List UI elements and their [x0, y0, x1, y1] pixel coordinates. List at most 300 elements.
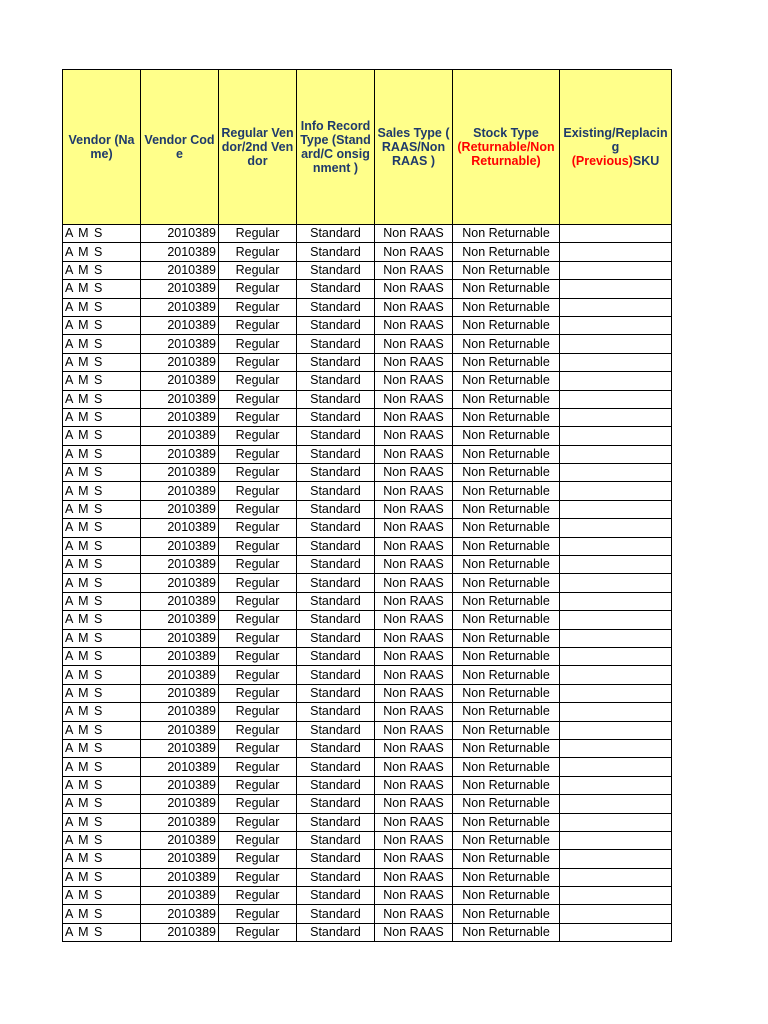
- cell-info-record-type[interactable]: Standard: [297, 519, 375, 537]
- cell-vendor-name[interactable]: A M S: [63, 684, 141, 702]
- cell-existing-sku[interactable]: [560, 850, 672, 868]
- cell-existing-sku[interactable]: [560, 721, 672, 739]
- cell-stock-type[interactable]: Non Returnable: [453, 353, 560, 371]
- cell-sales-type[interactable]: Non RAAS: [375, 353, 453, 371]
- cell-vendor-code[interactable]: 2010389: [141, 482, 219, 500]
- cell-vendor-type[interactable]: Regular: [219, 225, 297, 243]
- cell-existing-sku[interactable]: [560, 372, 672, 390]
- cell-vendor-type[interactable]: Regular: [219, 537, 297, 555]
- cell-vendor-type[interactable]: Regular: [219, 739, 297, 757]
- table-row: [63, 592, 672, 610]
- cell-existing-sku[interactable]: [560, 647, 672, 665]
- cell-info-record-type[interactable]: Standard: [297, 813, 375, 831]
- cell-sales-type[interactable]: Non RAAS: [375, 225, 453, 243]
- cell-sales-type[interactable]: Non RAAS: [375, 721, 453, 739]
- table-row: [63, 445, 672, 463]
- cell-vendor-type[interactable]: Regular: [219, 372, 297, 390]
- cell-stock-type[interactable]: Non Returnable: [453, 758, 560, 776]
- cell-existing-sku[interactable]: [560, 831, 672, 849]
- cell-vendor-name[interactable]: A M S: [63, 813, 141, 831]
- cell-sales-type[interactable]: Non RAAS: [375, 813, 453, 831]
- cell-vendor-name[interactable]: A M S: [63, 445, 141, 463]
- cell-sales-type[interactable]: Non RAAS: [375, 887, 453, 905]
- cell-info-record-type[interactable]: Standard: [297, 776, 375, 794]
- cell-vendor-name[interactable]: A M S: [63, 739, 141, 757]
- cell-vendor-code[interactable]: 2010389: [141, 353, 219, 371]
- cell-vendor-code[interactable]: 2010389: [141, 500, 219, 518]
- cell-vendor-code[interactable]: 2010389: [141, 611, 219, 629]
- cell-vendor-name[interactable]: A M S: [63, 721, 141, 739]
- table-row: [63, 629, 672, 647]
- cell-vendor-name[interactable]: A M S: [63, 335, 141, 353]
- cell-vendor-name[interactable]: A M S: [63, 390, 141, 408]
- cell-vendor-code[interactable]: 2010389: [141, 574, 219, 592]
- header-existing-prefix: Existing/Replacing: [563, 126, 668, 154]
- cell-sales-type[interactable]: Non RAAS: [375, 647, 453, 665]
- cell-info-record-type[interactable]: Standard: [297, 905, 375, 923]
- cell-stock-type[interactable]: Non Returnable: [453, 261, 560, 279]
- cell-vendor-code[interactable]: 2010389: [141, 739, 219, 757]
- cell-info-record-type[interactable]: Standard: [297, 390, 375, 408]
- cell-vendor-name[interactable]: A M S: [63, 666, 141, 684]
- cell-vendor-type[interactable]: Regular: [219, 647, 297, 665]
- cell-vendor-type[interactable]: Regular: [219, 868, 297, 886]
- table-row: [63, 831, 672, 849]
- cell-existing-sku[interactable]: [560, 464, 672, 482]
- cell-vendor-code[interactable]: 2010389: [141, 905, 219, 923]
- cell-existing-sku[interactable]: [560, 703, 672, 721]
- cell-vendor-code[interactable]: 2010389: [141, 464, 219, 482]
- cell-vendor-code[interactable]: 2010389: [141, 813, 219, 831]
- cell-info-record-type[interactable]: Standard: [297, 408, 375, 426]
- cell-sales-type[interactable]: Non RAAS: [375, 795, 453, 813]
- cell-vendor-type[interactable]: Regular: [219, 335, 297, 353]
- cell-stock-type[interactable]: Non Returnable: [453, 482, 560, 500]
- cell-stock-type[interactable]: Non Returnable: [453, 629, 560, 647]
- cell-vendor-name[interactable]: A M S: [63, 831, 141, 849]
- cell-vendor-type[interactable]: Regular: [219, 353, 297, 371]
- cell-vendor-name[interactable]: A M S: [63, 592, 141, 610]
- cell-vendor-code[interactable]: 2010389: [141, 758, 219, 776]
- cell-sales-type[interactable]: Non RAAS: [375, 831, 453, 849]
- cell-info-record-type[interactable]: Standard: [297, 887, 375, 905]
- cell-existing-sku[interactable]: [560, 353, 672, 371]
- cell-sales-type[interactable]: Non RAAS: [375, 427, 453, 445]
- cell-sales-type[interactable]: Non RAAS: [375, 537, 453, 555]
- cell-vendor-type[interactable]: Regular: [219, 905, 297, 923]
- cell-vendor-name[interactable]: A M S: [63, 868, 141, 886]
- cell-stock-type[interactable]: Non Returnable: [453, 905, 560, 923]
- cell-stock-type[interactable]: Non Returnable: [453, 335, 560, 353]
- cell-info-record-type[interactable]: Standard: [297, 243, 375, 261]
- cell-sales-type[interactable]: Non RAAS: [375, 372, 453, 390]
- cell-info-record-type[interactable]: Standard: [297, 280, 375, 298]
- cell-info-record-type[interactable]: Standard: [297, 445, 375, 463]
- cell-info-record-type[interactable]: Standard: [297, 795, 375, 813]
- table-row: [63, 280, 672, 298]
- cell-info-record-type[interactable]: Standard: [297, 464, 375, 482]
- cell-sales-type[interactable]: Non RAAS: [375, 261, 453, 279]
- cell-info-record-type[interactable]: Standard: [297, 721, 375, 739]
- table-row: [63, 703, 672, 721]
- cell-existing-sku[interactable]: [560, 905, 672, 923]
- cell-info-record-type[interactable]: Standard: [297, 353, 375, 371]
- cell-sales-type[interactable]: Non RAAS: [375, 611, 453, 629]
- cell-vendor-type[interactable]: Regular: [219, 261, 297, 279]
- cell-stock-type[interactable]: Non Returnable: [453, 666, 560, 684]
- cell-existing-sku[interactable]: [560, 795, 672, 813]
- cell-sales-type[interactable]: Non RAAS: [375, 629, 453, 647]
- cell-vendor-type[interactable]: Regular: [219, 427, 297, 445]
- header-sales-type[interactable]: [375, 70, 453, 225]
- cell-stock-type[interactable]: Non Returnable: [453, 519, 560, 537]
- cell-existing-sku[interactable]: [560, 335, 672, 353]
- cell-sales-type[interactable]: Non RAAS: [375, 739, 453, 757]
- cell-vendor-type[interactable]: Regular: [219, 850, 297, 868]
- cell-vendor-code[interactable]: 2010389: [141, 887, 219, 905]
- cell-existing-sku[interactable]: [560, 261, 672, 279]
- cell-existing-sku[interactable]: [560, 739, 672, 757]
- cell-stock-type[interactable]: Non Returnable: [453, 280, 560, 298]
- cell-sales-type[interactable]: Non RAAS: [375, 316, 453, 334]
- cell-vendor-name[interactable]: A M S: [63, 758, 141, 776]
- cell-vendor-name[interactable]: A M S: [63, 298, 141, 316]
- cell-existing-sku[interactable]: [560, 500, 672, 518]
- cell-info-record-type[interactable]: Standard: [297, 298, 375, 316]
- cell-existing-sku[interactable]: [560, 316, 672, 334]
- cell-vendor-name[interactable]: A M S: [63, 225, 141, 243]
- cell-stock-type[interactable]: Non Returnable: [453, 776, 560, 794]
- cell-sales-type[interactable]: Non RAAS: [375, 556, 453, 574]
- cell-sales-type[interactable]: Non RAAS: [375, 574, 453, 592]
- cell-stock-type[interactable]: Non Returnable: [453, 225, 560, 243]
- table-row: [63, 647, 672, 665]
- cell-info-record-type[interactable]: Standard: [297, 500, 375, 518]
- cell-sales-type[interactable]: Non RAAS: [375, 408, 453, 426]
- cell-info-record-type[interactable]: Standard: [297, 225, 375, 243]
- cell-vendor-name[interactable]: A M S: [63, 703, 141, 721]
- cell-vendor-name[interactable]: A M S: [63, 353, 141, 371]
- cell-vendor-type[interactable]: Regular: [219, 408, 297, 426]
- cell-vendor-code[interactable]: 2010389: [141, 850, 219, 868]
- cell-sales-type[interactable]: Non RAAS: [375, 335, 453, 353]
- cell-vendor-code[interactable]: 2010389: [141, 335, 219, 353]
- cell-sales-type[interactable]: Non RAAS: [375, 243, 453, 261]
- cell-existing-sku[interactable]: [560, 482, 672, 500]
- cell-sales-type[interactable]: Non RAAS: [375, 905, 453, 923]
- cell-vendor-type[interactable]: Regular: [219, 703, 297, 721]
- cell-vendor-code[interactable]: 2010389: [141, 519, 219, 537]
- cell-existing-sku[interactable]: [560, 923, 672, 941]
- cell-vendor-name[interactable]: A M S: [63, 519, 141, 537]
- cell-existing-sku[interactable]: [560, 243, 672, 261]
- cell-info-record-type[interactable]: Standard: [297, 629, 375, 647]
- cell-stock-type[interactable]: Non Returnable: [453, 427, 560, 445]
- cell-vendor-type[interactable]: Regular: [219, 758, 297, 776]
- cell-vendor-type[interactable]: Regular: [219, 464, 297, 482]
- cell-sales-type[interactable]: Non RAAS: [375, 592, 453, 610]
- cell-vendor-name[interactable]: A M S: [63, 261, 141, 279]
- cell-sales-type[interactable]: Non RAAS: [375, 850, 453, 868]
- cell-existing-sku[interactable]: [560, 390, 672, 408]
- cell-info-record-type[interactable]: Standard: [297, 316, 375, 334]
- cell-stock-type[interactable]: Non Returnable: [453, 684, 560, 702]
- table-row: [63, 464, 672, 482]
- cell-sales-type[interactable]: Non RAAS: [375, 666, 453, 684]
- cell-vendor-code[interactable]: 2010389: [141, 721, 219, 739]
- cell-vendor-code[interactable]: 2010389: [141, 868, 219, 886]
- cell-info-record-type[interactable]: Standard: [297, 703, 375, 721]
- cell-vendor-type[interactable]: Regular: [219, 243, 297, 261]
- cell-vendor-name[interactable]: A M S: [63, 482, 141, 500]
- cell-info-record-type[interactable]: Standard: [297, 482, 375, 500]
- cell-info-record-type[interactable]: Standard: [297, 666, 375, 684]
- cell-vendor-name[interactable]: A M S: [63, 795, 141, 813]
- cell-vendor-type[interactable]: Regular: [219, 629, 297, 647]
- cell-vendor-name[interactable]: A M S: [63, 280, 141, 298]
- cell-stock-type[interactable]: Non Returnable: [453, 850, 560, 868]
- cell-existing-sku[interactable]: [560, 776, 672, 794]
- cell-existing-sku[interactable]: [560, 298, 672, 316]
- header-stock-type[interactable]: [453, 70, 560, 225]
- cell-vendor-code[interactable]: 2010389: [141, 703, 219, 721]
- cell-info-record-type[interactable]: Standard: [297, 592, 375, 610]
- table-row: [63, 556, 672, 574]
- header-sales-type-text: Sales Type ( RAAS/Non RAAS ): [377, 126, 450, 168]
- cell-stock-type[interactable]: Non Returnable: [453, 739, 560, 757]
- cell-vendor-code[interactable]: 2010389: [141, 684, 219, 702]
- cell-sales-type[interactable]: Non RAAS: [375, 298, 453, 316]
- cell-sales-type[interactable]: Non RAAS: [375, 464, 453, 482]
- cell-vendor-type[interactable]: Regular: [219, 684, 297, 702]
- cell-stock-type[interactable]: Non Returnable: [453, 703, 560, 721]
- cell-stock-type[interactable]: Non Returnable: [453, 574, 560, 592]
- cell-vendor-name[interactable]: A M S: [63, 611, 141, 629]
- header-vendor-name[interactable]: [63, 70, 141, 225]
- cell-vendor-code[interactable]: 2010389: [141, 225, 219, 243]
- cell-existing-sku[interactable]: [560, 887, 672, 905]
- cell-vendor-type[interactable]: Regular: [219, 445, 297, 463]
- cell-existing-sku[interactable]: [560, 574, 672, 592]
- cell-vendor-type[interactable]: Regular: [219, 666, 297, 684]
- cell-vendor-name[interactable]: A M S: [63, 500, 141, 518]
- cell-vendor-code[interactable]: 2010389: [141, 298, 219, 316]
- cell-info-record-type[interactable]: Standard: [297, 868, 375, 886]
- cell-vendor-type[interactable]: Regular: [219, 556, 297, 574]
- cell-vendor-type[interactable]: Regular: [219, 280, 297, 298]
- cell-vendor-code[interactable]: 2010389: [141, 556, 219, 574]
- cell-vendor-name[interactable]: A M S: [63, 408, 141, 426]
- cell-stock-type[interactable]: Non Returnable: [453, 316, 560, 334]
- cell-vendor-name[interactable]: A M S: [63, 427, 141, 445]
- cell-vendor-code[interactable]: 2010389: [141, 537, 219, 555]
- cell-info-record-type[interactable]: Standard: [297, 611, 375, 629]
- table-row: [63, 905, 672, 923]
- cell-vendor-type[interactable]: Regular: [219, 316, 297, 334]
- cell-existing-sku[interactable]: [560, 445, 672, 463]
- cell-existing-sku[interactable]: [560, 813, 672, 831]
- cell-vendor-type[interactable]: Regular: [219, 795, 297, 813]
- cell-vendor-type[interactable]: Regular: [219, 390, 297, 408]
- cell-stock-type[interactable]: Non Returnable: [453, 500, 560, 518]
- cell-info-record-type[interactable]: Standard: [297, 372, 375, 390]
- cell-vendor-type[interactable]: Regular: [219, 776, 297, 794]
- cell-existing-sku[interactable]: [560, 537, 672, 555]
- cell-sales-type[interactable]: Non RAAS: [375, 776, 453, 794]
- cell-stock-type[interactable]: Non Returnable: [453, 923, 560, 941]
- table-row: [63, 225, 672, 243]
- cell-vendor-name[interactable]: A M S: [63, 574, 141, 592]
- cell-vendor-code[interactable]: 2010389: [141, 795, 219, 813]
- cell-vendor-code[interactable]: 2010389: [141, 647, 219, 665]
- cell-sales-type[interactable]: Non RAAS: [375, 703, 453, 721]
- cell-existing-sku[interactable]: [560, 225, 672, 243]
- cell-vendor-code[interactable]: 2010389: [141, 629, 219, 647]
- cell-stock-type[interactable]: Non Returnable: [453, 721, 560, 739]
- header-vendor-code[interactable]: [141, 70, 219, 225]
- cell-stock-type[interactable]: Non Returnable: [453, 464, 560, 482]
- cell-vendor-name[interactable]: A M S: [63, 556, 141, 574]
- cell-vendor-code[interactable]: 2010389: [141, 776, 219, 794]
- cell-vendor-name[interactable]: A M S: [63, 647, 141, 665]
- cell-vendor-code[interactable]: 2010389: [141, 280, 219, 298]
- cell-existing-sku[interactable]: [560, 868, 672, 886]
- table-row: [63, 758, 672, 776]
- cell-existing-sku[interactable]: [560, 556, 672, 574]
- cell-existing-sku[interactable]: [560, 684, 672, 702]
- cell-stock-type[interactable]: Non Returnable: [453, 408, 560, 426]
- cell-info-record-type[interactable]: Standard: [297, 684, 375, 702]
- cell-vendor-name[interactable]: A M S: [63, 464, 141, 482]
- cell-vendor-code[interactable]: 2010389: [141, 243, 219, 261]
- cell-existing-sku[interactable]: [560, 758, 672, 776]
- cell-vendor-code[interactable]: 2010389: [141, 592, 219, 610]
- cell-info-record-type[interactable]: Standard: [297, 427, 375, 445]
- cell-existing-sku[interactable]: [560, 629, 672, 647]
- cell-stock-type[interactable]: Non Returnable: [453, 445, 560, 463]
- cell-vendor-type[interactable]: Regular: [219, 721, 297, 739]
- cell-vendor-name[interactable]: A M S: [63, 887, 141, 905]
- cell-info-record-type[interactable]: Standard: [297, 739, 375, 757]
- cell-vendor-name[interactable]: A M S: [63, 776, 141, 794]
- cell-vendor-type[interactable]: Regular: [219, 611, 297, 629]
- header-info-record-type[interactable]: [297, 70, 375, 225]
- cell-sales-type[interactable]: Non RAAS: [375, 280, 453, 298]
- cell-existing-sku[interactable]: [560, 280, 672, 298]
- cell-stock-type[interactable]: Non Returnable: [453, 813, 560, 831]
- cell-vendor-name[interactable]: A M S: [63, 850, 141, 868]
- cell-sales-type[interactable]: Non RAAS: [375, 500, 453, 518]
- cell-existing-sku[interactable]: [560, 592, 672, 610]
- cell-existing-sku[interactable]: [560, 519, 672, 537]
- cell-sales-type[interactable]: Non RAAS: [375, 390, 453, 408]
- cell-stock-type[interactable]: Non Returnable: [453, 611, 560, 629]
- cell-stock-type[interactable]: Non Returnable: [453, 537, 560, 555]
- header-info-record-type-text: Info Record Type (Standard/C onsignment ): [300, 119, 371, 175]
- cell-stock-type[interactable]: Non Returnable: [453, 390, 560, 408]
- header-vendor-name-text: Vendor (Na me): [68, 133, 135, 161]
- cell-vendor-name[interactable]: A M S: [63, 243, 141, 261]
- cell-vendor-name[interactable]: A M S: [63, 537, 141, 555]
- header-vendor-code-text: Vendor Code: [144, 133, 215, 161]
- cell-existing-sku[interactable]: [560, 666, 672, 684]
- cell-vendor-type[interactable]: Regular: [219, 519, 297, 537]
- cell-stock-type[interactable]: Non Returnable: [453, 298, 560, 316]
- cell-info-record-type[interactable]: Standard: [297, 758, 375, 776]
- cell-info-record-type[interactable]: Standard: [297, 556, 375, 574]
- cell-vendor-code[interactable]: 2010389: [141, 923, 219, 941]
- cell-vendor-type[interactable]: Regular: [219, 500, 297, 518]
- cell-vendor-name[interactable]: A M S: [63, 923, 141, 941]
- cell-vendor-code[interactable]: 2010389: [141, 666, 219, 684]
- cell-info-record-type[interactable]: Standard: [297, 647, 375, 665]
- cell-stock-type[interactable]: Non Returnable: [453, 868, 560, 886]
- header-regular-vendor[interactable]: [219, 70, 297, 225]
- cell-vendor-name[interactable]: A M S: [63, 316, 141, 334]
- table-row: [63, 776, 672, 794]
- cell-info-record-type[interactable]: Standard: [297, 831, 375, 849]
- cell-sales-type[interactable]: Non RAAS: [375, 445, 453, 463]
- header-existing-sku[interactable]: [560, 70, 672, 225]
- cell-vendor-name[interactable]: A M S: [63, 905, 141, 923]
- cell-info-record-type[interactable]: Standard: [297, 923, 375, 941]
- cell-vendor-type[interactable]: Regular: [219, 574, 297, 592]
- header-stock-type-red: (Returnable/Non Returnable): [457, 140, 555, 168]
- cell-vendor-type[interactable]: Regular: [219, 592, 297, 610]
- cell-vendor-code[interactable]: 2010389: [141, 831, 219, 849]
- cell-vendor-code[interactable]: 2010389: [141, 445, 219, 463]
- cell-vendor-type[interactable]: Regular: [219, 923, 297, 941]
- cell-sales-type[interactable]: Non RAAS: [375, 519, 453, 537]
- cell-stock-type[interactable]: Non Returnable: [453, 831, 560, 849]
- cell-vendor-code[interactable]: 2010389: [141, 372, 219, 390]
- cell-existing-sku[interactable]: [560, 427, 672, 445]
- cell-vendor-type[interactable]: Regular: [219, 887, 297, 905]
- cell-existing-sku[interactable]: [560, 611, 672, 629]
- cell-vendor-type[interactable]: Regular: [219, 298, 297, 316]
- cell-vendor-type[interactable]: Regular: [219, 482, 297, 500]
- cell-stock-type[interactable]: Non Returnable: [453, 243, 560, 261]
- cell-vendor-type[interactable]: Regular: [219, 813, 297, 831]
- cell-vendor-code[interactable]: 2010389: [141, 408, 219, 426]
- cell-stock-type[interactable]: Non Returnable: [453, 887, 560, 905]
- cell-vendor-name[interactable]: A M S: [63, 372, 141, 390]
- cell-sales-type[interactable]: Non RAAS: [375, 684, 453, 702]
- cell-info-record-type[interactable]: Standard: [297, 574, 375, 592]
- cell-sales-type[interactable]: Non RAAS: [375, 868, 453, 886]
- cell-stock-type[interactable]: Non Returnable: [453, 647, 560, 665]
- cell-stock-type[interactable]: Non Returnable: [453, 372, 560, 390]
- cell-vendor-name[interactable]: A M S: [63, 629, 141, 647]
- cell-info-record-type[interactable]: Standard: [297, 537, 375, 555]
- cell-vendor-code[interactable]: 2010389: [141, 316, 219, 334]
- cell-info-record-type[interactable]: Standard: [297, 335, 375, 353]
- cell-stock-type[interactable]: Non Returnable: [453, 556, 560, 574]
- cell-vendor-type[interactable]: Regular: [219, 831, 297, 849]
- cell-stock-type[interactable]: Non Returnable: [453, 592, 560, 610]
- table-row: [63, 813, 672, 831]
- cell-info-record-type[interactable]: Standard: [297, 850, 375, 868]
- cell-sales-type[interactable]: Non RAAS: [375, 758, 453, 776]
- cell-info-record-type[interactable]: Standard: [297, 261, 375, 279]
- cell-existing-sku[interactable]: [560, 408, 672, 426]
- cell-vendor-code[interactable]: 2010389: [141, 427, 219, 445]
- cell-vendor-code[interactable]: 2010389: [141, 261, 219, 279]
- cell-stock-type[interactable]: Non Returnable: [453, 795, 560, 813]
- cell-sales-type[interactable]: Non RAAS: [375, 923, 453, 941]
- cell-sales-type[interactable]: Non RAAS: [375, 482, 453, 500]
- cell-vendor-code[interactable]: 2010389: [141, 390, 219, 408]
